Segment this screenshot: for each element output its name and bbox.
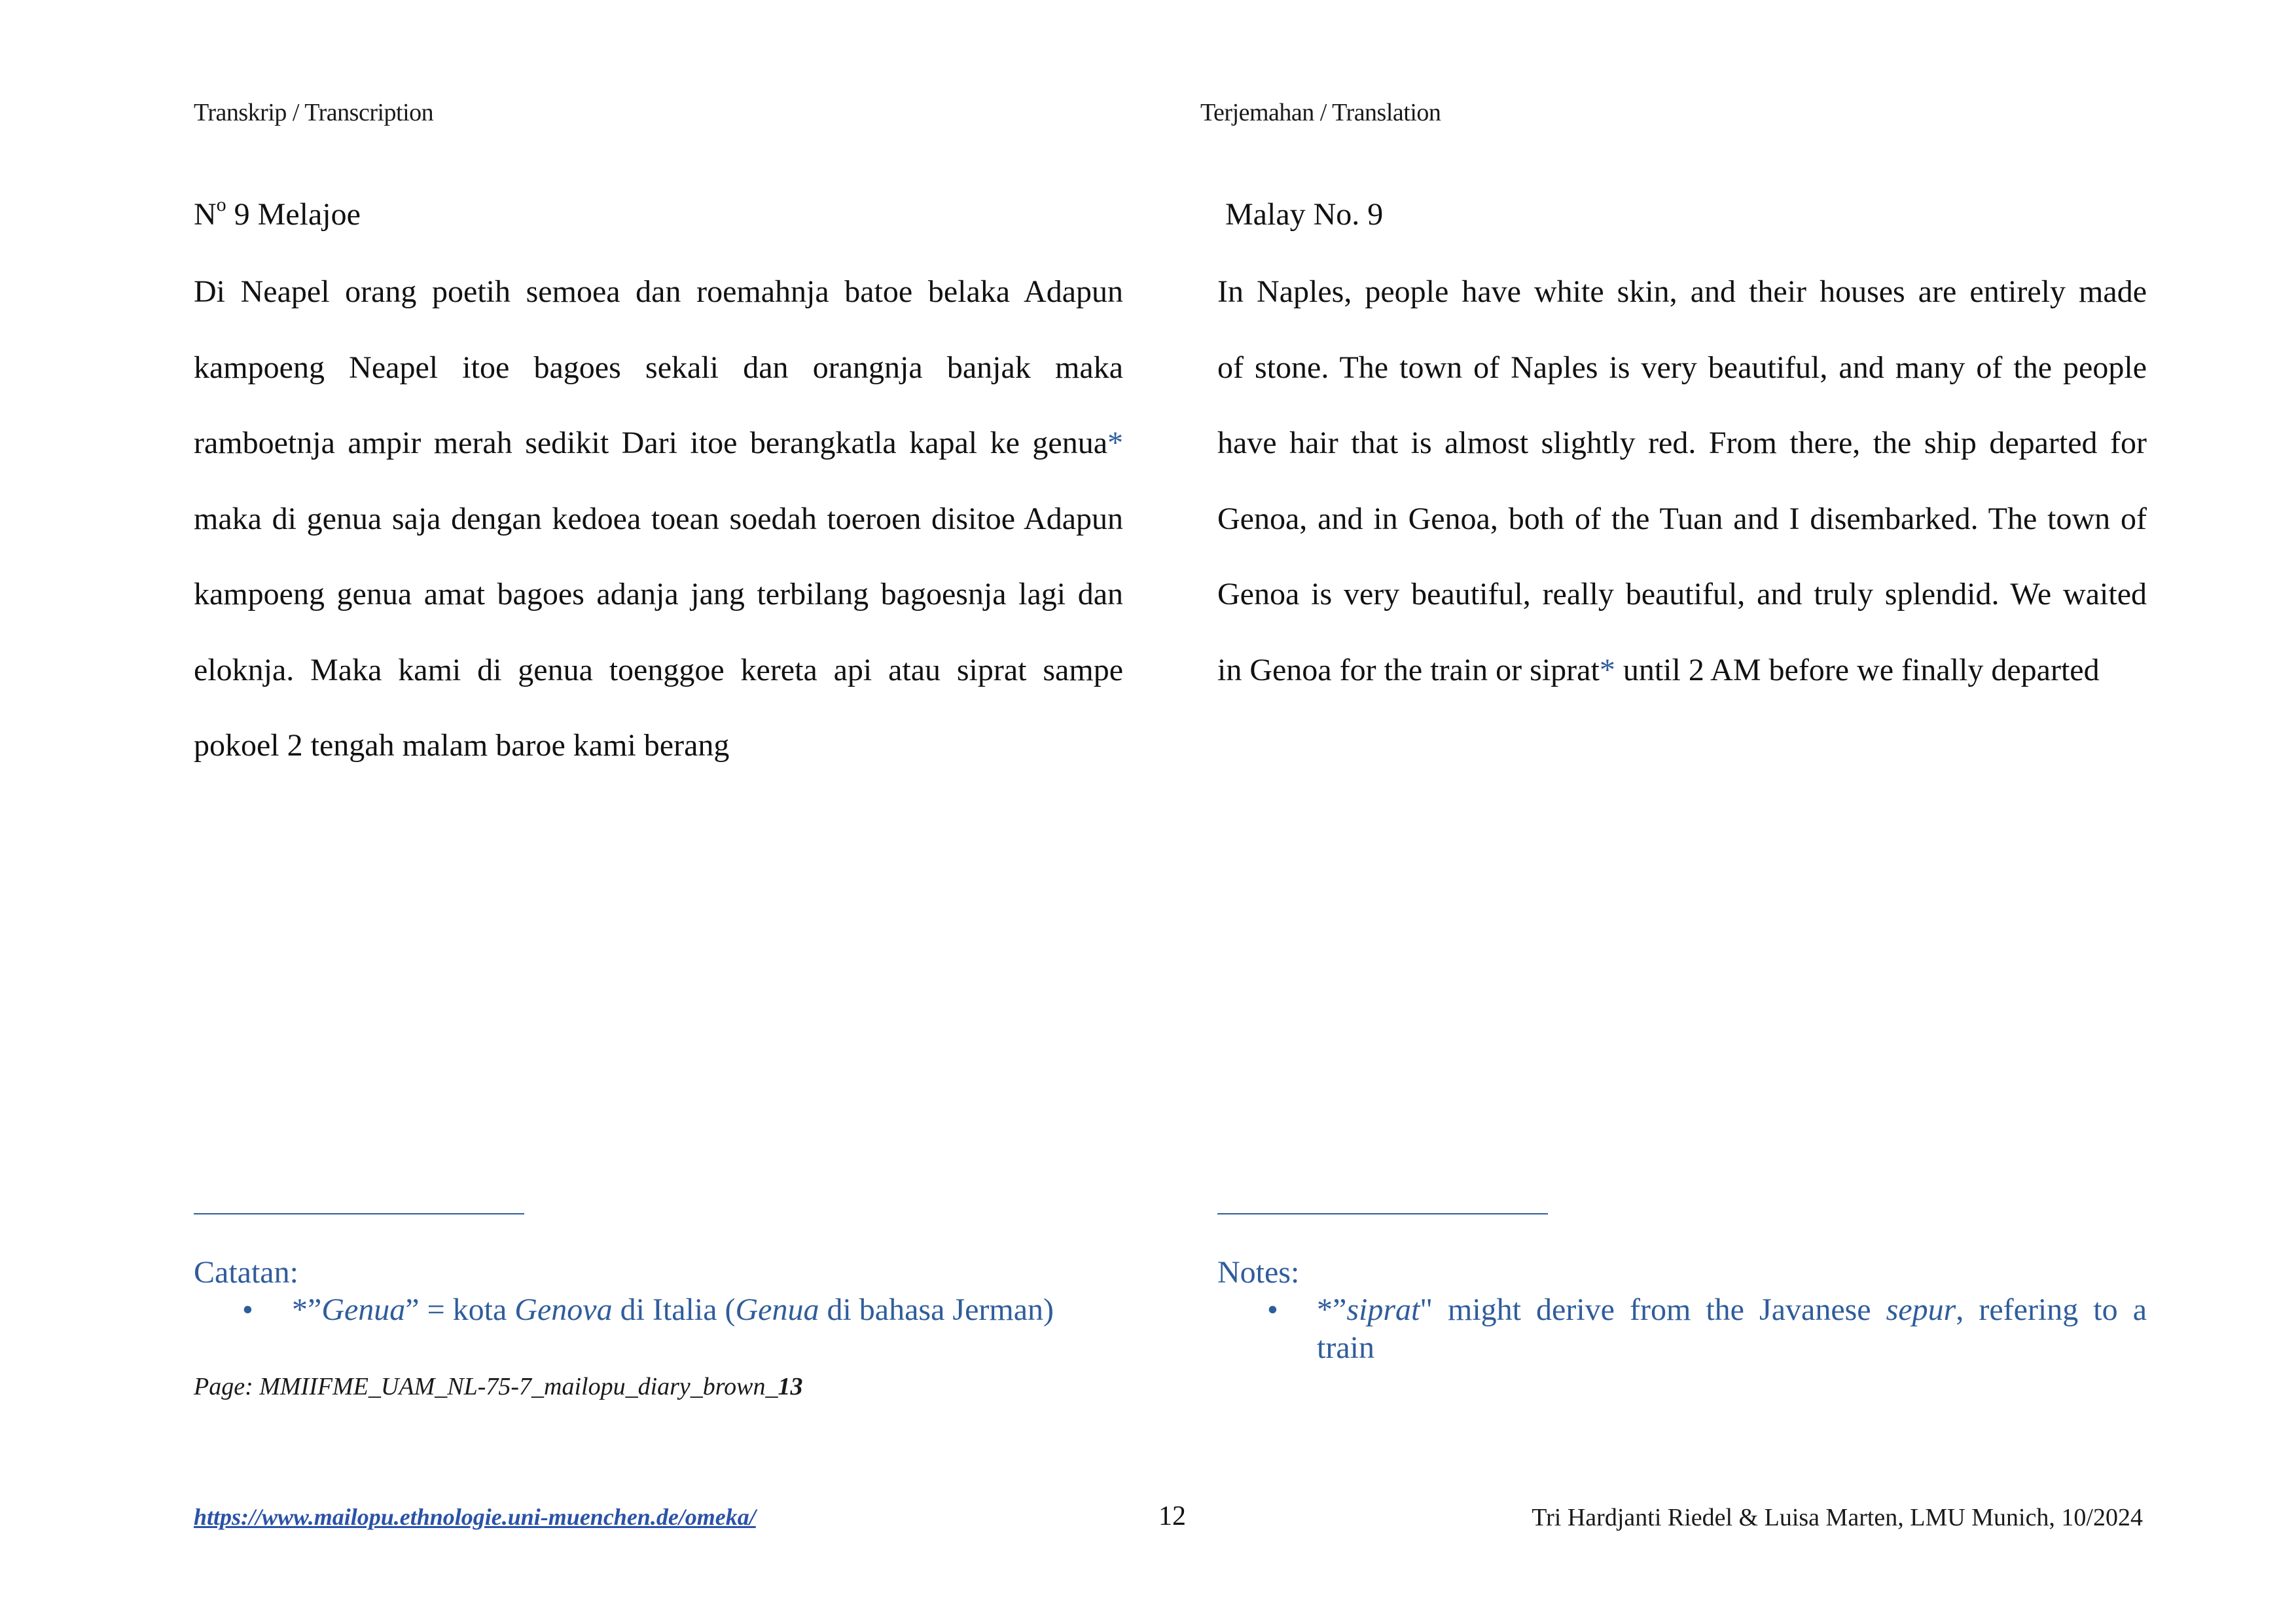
translation-line: of stone. The town of Naples is very beautiful, and many of the people	[1217, 350, 2147, 385]
translation-line: In Naples, people have white skin, and their houses are entirely made	[1217, 274, 2147, 309]
omeka-link[interactable]: https://www.mailopu.ethnologie.uni-muenchen.de/omeka/	[194, 1504, 756, 1530]
right-notes-list	[1267, 1291, 2147, 1367]
note-text: ” = kota	[405, 1292, 515, 1327]
transcription-body	[194, 254, 1123, 784]
translation-line-text: in Genoa for the train or siprat	[1217, 652, 1600, 687]
right-title: Malay No. 9	[1225, 197, 1384, 232]
title-text: 9 Melajoe	[226, 197, 361, 232]
translation-line: have hair that is almost slightly red. From there, the ship departed for	[1217, 426, 2147, 460]
note-term: siprat	[1346, 1292, 1420, 1327]
left-notes-list	[242, 1291, 1123, 1329]
note-prefix: *”	[1317, 1292, 1347, 1327]
transcription-line-text: ramboetnja ampir merah sedikit Dari itoe berangkatla kapal ke genua	[194, 426, 1107, 460]
transcription-line: kampoeng genua amat bagoes adanja jang terbilang bagoesnja lagi dan	[194, 577, 1123, 611]
title-ordinal-o: o	[216, 194, 226, 215]
title-number-sign: N	[194, 197, 217, 232]
transcription-line: kampoeng Neapel itoe bagoes sekali dan orangnja banjak maka	[194, 350, 1123, 385]
note-body-continuation: train	[1317, 1330, 1374, 1365]
translation-line-text: until 2 AM before we finally departed	[1615, 652, 2100, 687]
transcription-line: eloknja. Maka kami di genua toenggoe kereta api atau siprat sampe	[194, 652, 1123, 687]
right-notes-label: Notes:	[1217, 1255, 1300, 1290]
footnote-asterisk[interactable]: *	[1107, 426, 1123, 460]
footnote-asterisk[interactable]: *	[1599, 652, 1615, 687]
translation-line	[1217, 632, 2147, 708]
page-reference	[194, 1372, 803, 1401]
transcription-line: Di Neapel orang poetih semoea dan roemahnja batoe belaka Adapun	[194, 274, 1123, 309]
right-footnote-divider	[1217, 1213, 1548, 1214]
right-column-header: Terjemahan / Translation	[1200, 99, 1441, 126]
left-title	[194, 196, 361, 232]
note-term: Genua	[321, 1292, 406, 1327]
note-text: di bahasa Jerman)	[819, 1292, 1054, 1327]
page-number: 12	[1158, 1501, 1186, 1531]
page-reference-text: Page: MMIIFME_UAM_NL-75-7_mailopu_diary_brown_	[194, 1373, 778, 1400]
note-text: di Italia (	[612, 1292, 736, 1327]
translation-line: Genoa is very beautiful, really beautiful, and truly splendid. We waited	[1217, 577, 2147, 611]
list-item	[242, 1291, 1123, 1329]
page-reference-number: 13	[778, 1373, 803, 1400]
footer-credit: Tri Hardjanti Riedel & Luisa Marten, LMU Munich, 10/2024	[1532, 1504, 2143, 1531]
note-text: " might derive from the Javanese	[1420, 1292, 1886, 1327]
left-column-header: Transkrip / Transcription	[194, 99, 434, 126]
note-text: , refering to a	[1956, 1292, 2147, 1327]
note-prefix: *”	[292, 1292, 322, 1327]
note-term: sepur	[1886, 1292, 1956, 1327]
list-item	[1267, 1291, 2147, 1367]
note-body	[1317, 1291, 2147, 1329]
transcription-line	[194, 405, 1123, 481]
translation-line: Genoa, and in Genoa, both of the Tuan and I disembarked. The town of	[1217, 501, 2147, 536]
transcription-line: pokoel 2 tengah malam baroe kami berang	[194, 728, 730, 763]
bullet-icon: •	[1267, 1292, 1278, 1327]
bullet-icon: •	[242, 1292, 253, 1327]
left-notes-label: Catatan:	[194, 1255, 298, 1290]
transcription-line: maka di genua saja dengan kedoea toean soedah toeroen disitoe Adapun	[194, 501, 1123, 536]
note-term: Genua	[735, 1292, 819, 1327]
note-term: Genova	[514, 1292, 613, 1327]
translation-body	[1217, 254, 2147, 708]
left-footnote-divider	[194, 1213, 524, 1214]
